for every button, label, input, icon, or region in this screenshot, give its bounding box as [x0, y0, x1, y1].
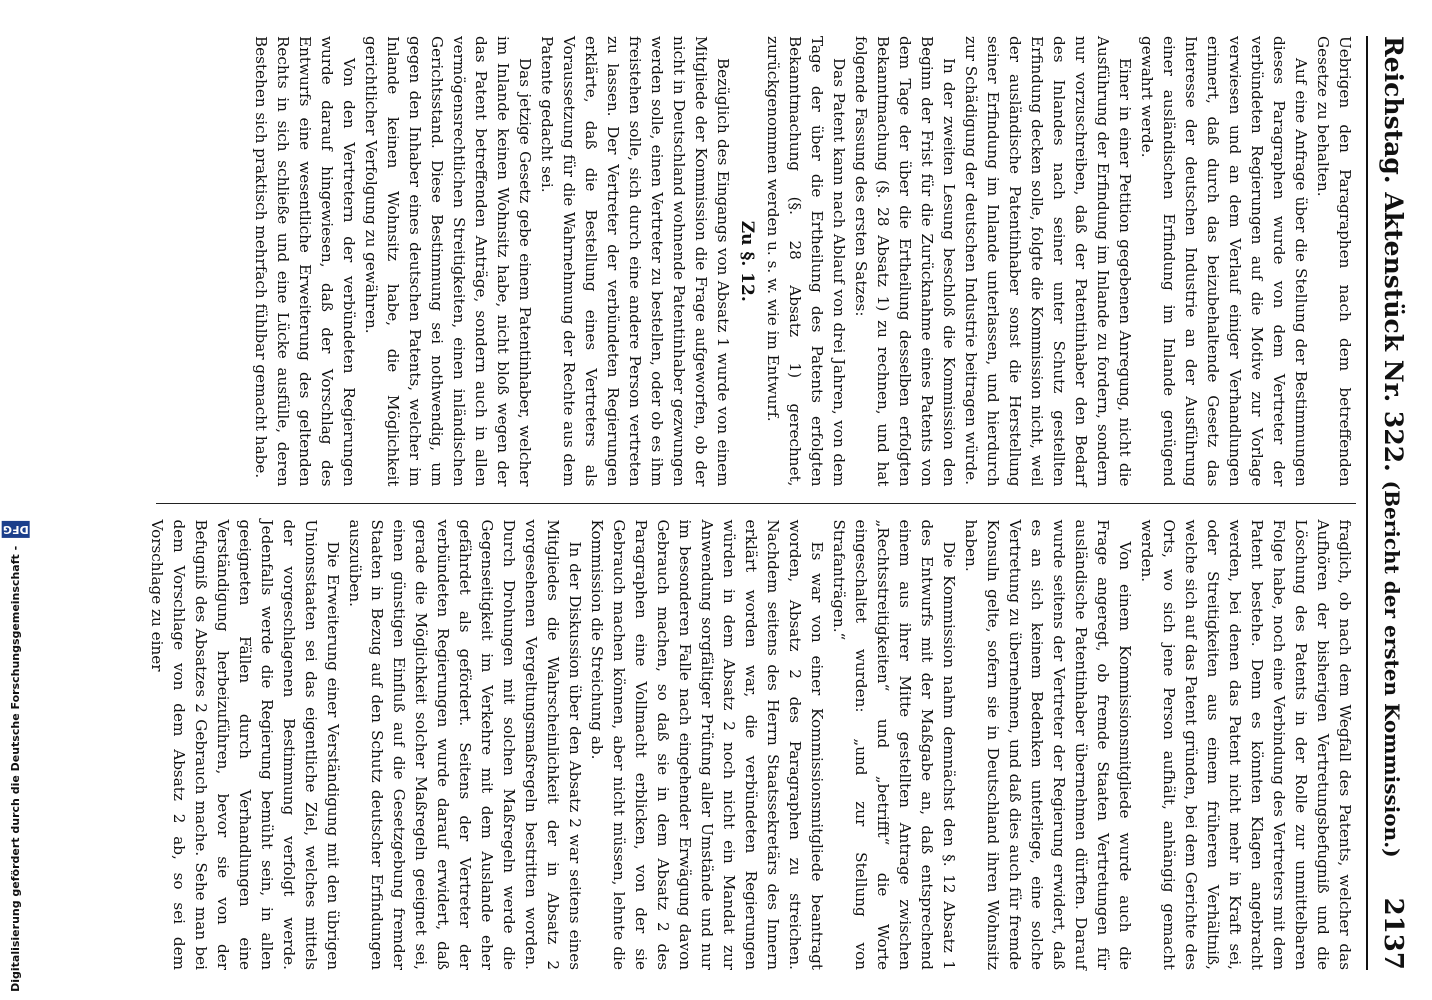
header-title-right: (Bericht der ersten Kommission.) — [1380, 480, 1404, 858]
header-rule — [1366, 36, 1368, 970]
paragraph: Auf eine Anfrage über die Stellung der Bestimmungen dieses Paragraphen wurde von dem Vertreter der verbündeten Regierungen auf die Motive zur Vorlage verwiesen und an dem Verlauf einiger Verhandlungen erinnert, daß durch das beizubehaltende Gesetz das Interesse der deutschen Industrie an der Ausführung einer ausländischen Erfindung im Inlande genügend gewahrt werde. — [1138, 36, 1310, 487]
paragraph: Die Erweiterung einer Verständigung mit den übrigen Unionsstaaten sei das eigentliche Ziel, welches mittels der vorgeschlagenen Bestimmung verfolgt werde. Jedenfalls werde die Regierung bemüht sein, in allen geeigneten Fällen durch Verhandlungen eine Verständigung herbeizuführen, bevor sie von der Befugniß des Absatzes 2 Gebrauch mache. Sehe man bei dem Vorschlage von dem Absatz 2 ab, so sei dem Vorschlage zu einer — [148, 519, 342, 970]
paragraph: Es war von einer Kommissionsmitgliede beantragt worden, Absatz 2 des Paragraphen zu streichen. Nachdem seitens des Herrn Staatssekretärs des Innern erklärt worden war, die verbündeten Regierungen würden in dem Absatz 2 noch nicht ein Mandat zur Anwendung sorgfältiger Prüfung aller Umstände und nur im besonderen Falle nach eingehender Erwägung davon Gebrauch machen, so daß sie in dem Absatz 2 des Paragraphen eine Vollmacht erblicken, von der sie Gebrauch machen können, aber nicht müssen, lehnte die Kommission die Streichung ab. — [588, 519, 826, 970]
digitization-credit — [0, 0, 29, 1000]
paragraph: Einer in einer Petition gegebenen Anregung, nicht die Ausführung der Erfindung im Inlande zu fordern, sondern nur vorzuschreiben, daß der Patentinhaber den Bedarf des Inlandes nach seiner unter Schutz gestellten Erfindung decken solle, folgte die Kommission nicht, weil der ausländische Patentinhaber sonst die Herstellung seiner Erfindung im Inlande unterlassen, und hierdurch zur Schädigung der deutschen Industrie beitragen würde. — [962, 36, 1134, 487]
section-heading: Zu §. 12. — [737, 220, 757, 302]
paragraph: Von einem Kommissionsmitgliede wurde auch die Frage angeregt, ob fremde Staaten Vertretungen für ausländische Patentinhaber übernehmen dürften. Darauf wurde seitens der Vertreter der Regierung erwidert, daß es an sich keinem Bedenken unterliege, eine solche Vertretung zu übernehmen, und daß dies auch für fremde Konsuln gelte, sofern sie in Deutschland ihren Wohnsitz haben. — [962, 519, 1134, 970]
text-column-right — [148, 519, 1356, 971]
document-page — [120, 0, 1416, 1000]
text-column-left — [156, 36, 1356, 487]
page-number: 2137 — [1378, 897, 1408, 970]
paragraph: fraglich, ob nach dem Wegfall des Patents, welcher das Aufhören der bisherigen Vertretungsbefugniß und die Löschung des Patents in der Rolle zur unmittelbaren Folge habe, noch eine Verbindung des Vertreters mit dem Patent bestehe. Denn es könnten Klagen angebracht werden, bei denen das Patent nicht mehr in Kraft sei, oder Streitigkeiten aus einem früheren Verhältniß, welche sich auf das Patent gründen, bei dem Gerichte des Orts, wo sich jene Person aufhält, anhängig gemacht werden. — [1138, 519, 1354, 970]
paragraph: Das jetzige Gesetz gebe einem Patentinhaber, welcher im Inlande keinen Wohnsitz habe, nicht bloß wegen der das Patent betreffenden Anträge, sondern auch in allen vermögensrechtlichen Streitigkeiten, einen inländischen Gerichtsstand. Diese Bestimmung sei nothwendig, um gegen den Inhaber eines deutschen Patents, welcher im Inlande keinen Wohnsitz habe, die Möglichkeit gerichtlicher Verfolgung zu gewähren. — [362, 36, 534, 487]
credit-text: Digitalisierung gefördert durch die Deutsche Forschungsgemeinschaft - — [8, 545, 22, 992]
page-header — [1368, 36, 1408, 970]
paragraph: In der Diskussion über den Absatz 2 war seitens eines Mitgliedes die Wahrscheinlichkeit der in Absatz 2 vorgesehenen Vergeltungsmaßregeln bestritten worden. Durch Drohungen mit solchen Maßregeln werde die Gegenseitigkeit im Verkehre mit dem Auslande eher gefährdet als gefördert. Seitens der Vertreter der verbündeten Regierungen wurde darauf erwidert, daß gerade die Möglichkeit solcher Maßregeln geeignet sei, einen günstigen Einfluß auf die Gesetzgebung fremder Staaten in Bezug auf den Schutz deutscher Erfindungen auszuüben. — [346, 519, 584, 970]
paragraph: Bezüglich des Eingangs von Absatz 1 wurde von einem Mitgliede der Kommission die Frage aufgeworfen, ob der nicht in Deutschland wohnende Patentinhaber gezwungen werden solle, einen Vertreter zu bestellen, oder ob es ihm freistehen solle, sich durch eine andere Person vertreten zu lassen. Der Vertreter der verbündeten Regierungen erklärte, daß die Bestellung eines Vertreters als Voraussetzung für die Wahrnehmung der Rechte aus dem Patente gedacht sei. — [538, 36, 732, 487]
paragraph: Das Patent kann nach Ablauf von drei Jahren, von dem Tage der über die Ertheilung des Patents erfolgten Bekanntmachung (§. 28 Absatz 1) gerechnet, zurückgenommen werden u. s. w. wie im Entwurf. — [764, 36, 848, 487]
paragraph: In der zweiten Lesung beschloß die Kommission den Beginn der Frist für die Zurücknahme eines Patents von dem Tage der über die Ertheilung desselben erfolgten Bekanntmachung (§. 28 Absatz 1) zu rechnen, und hat folgende Fassung des ersten Satzes: — [852, 36, 958, 487]
paragraph: Uebrigen den Paragraphen nach dem betreffenden Gesetze zu behalten. — [1314, 36, 1354, 487]
header-title-left: Reichstag. — [1379, 36, 1408, 184]
column-divider — [156, 503, 1356, 504]
paragraph: Die Kommission nahm demnächst den §. 12 Absatz 1 des Entwurfs mit der Maßgabe an, daß entsprechend einem aus ihrer Mitte gestellten Antrage zwischen „Rechtsstreitigkeiten“ und „betrifft“ die Worte eingeschaltet wurden: „und zur Stellung von Strafanträgen.“ — [830, 519, 958, 970]
paragraph: Von den Vertretern der verbündeten Regierungen wurde darauf hingewiesen, daß der Vorschlag des Entwurfs eine wesentliche Erweiterung des geltenden Rechts in sich schließe und eine Lücke ausfülle, deren Bestehen sich praktisch mehrfach fühlbar gemacht habe. — [252, 36, 358, 487]
text-body — [148, 36, 1356, 970]
dfg-logo: DFG — [3, 523, 29, 537]
header-title-center: Aktenstück Nr. 322. — [1379, 192, 1408, 472]
